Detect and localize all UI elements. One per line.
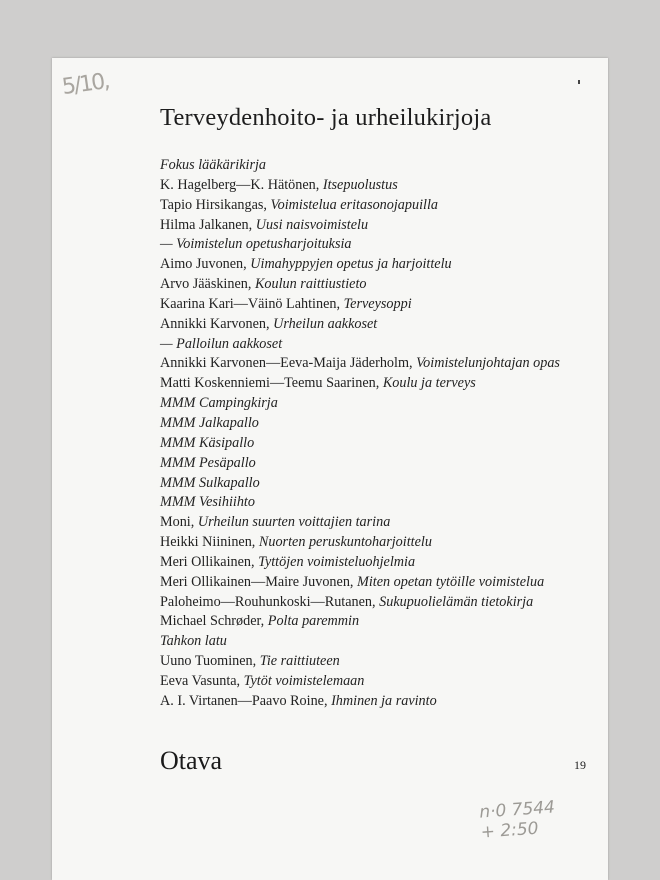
book-title: Koulu ja terveys	[382, 375, 476, 392]
book-entry	[160, 533, 560, 553]
pencil-note-bottom	[479, 797, 557, 842]
page-number: 19	[574, 758, 586, 772]
book-entry	[160, 454, 560, 474]
book-title: Uusi naisvoimistelu	[255, 216, 369, 233]
book-entry	[160, 652, 560, 672]
book-title: MMM Käsipallo	[160, 434, 255, 451]
book-title: Itsepuolustus	[322, 176, 398, 193]
pencil-note-line: n·0 7544	[478, 797, 556, 823]
book-title: MMM Sulkapallo	[160, 474, 260, 491]
book-title: Tytöt voimistelemaan	[243, 672, 365, 689]
book-author: Moni,	[160, 514, 198, 531]
book-title: Tyttöjen voimisteluohjelmia	[258, 553, 416, 570]
book-title: Polta paremmin	[267, 613, 360, 630]
book-author: Tapio Hirsikangas,	[160, 196, 271, 213]
book-author: Annikki Karvonen—Eeva-Maija Jäderholm,	[160, 355, 417, 372]
book-title: Urheilun aakkoset	[273, 315, 378, 332]
book-entry	[160, 275, 560, 295]
book-author: K. Hagelberg—K. Hätönen,	[160, 176, 323, 193]
book-entry	[160, 335, 560, 355]
page-heading: Terveydenhoito- ja urheilukirjoja	[160, 104, 492, 131]
book-entry	[160, 354, 560, 374]
book-back-cover	[52, 58, 608, 880]
book-author: Meri Ollikainen,	[160, 553, 259, 570]
book-title: Voimistelunjohtajan opas	[416, 355, 560, 372]
book-title: Fokus lääkärikirja	[160, 157, 266, 173]
book-entry	[160, 513, 560, 533]
book-title: Voimistelua eritasonojapuilla	[270, 196, 439, 213]
book-entry	[160, 692, 560, 712]
book-entry	[160, 414, 560, 434]
book-title: Tahkon latu	[160, 633, 227, 650]
book-title: Nuorten peruskuntoharjoittelu	[258, 534, 432, 551]
publisher-name: Otava	[160, 746, 223, 775]
book-entry	[160, 672, 560, 692]
book-entry	[160, 474, 560, 494]
book-entry	[160, 255, 560, 275]
book-title: MMM Campingkirja	[160, 395, 278, 412]
book-author: Matti Koskenniemi—Teemu Saarinen,	[160, 375, 383, 392]
book-title: MMM Pesäpallo	[160, 454, 256, 471]
book-entry	[160, 156, 560, 176]
book-author: A. I. Virtanen—Paavo Roine,	[160, 692, 332, 709]
book-entry	[160, 196, 560, 216]
book-entry	[160, 553, 560, 573]
book-entry	[160, 315, 560, 335]
book-title: Tie raittiuteen	[259, 653, 340, 670]
book-author: Heikki Niininen,	[160, 534, 259, 551]
book-list	[160, 156, 560, 712]
book-entry	[160, 235, 560, 255]
book-entry	[160, 434, 560, 454]
book-author: Kaarina Kari—Väinö Lahtinen,	[160, 295, 344, 312]
book-title: MMM Jalkapallo	[160, 414, 259, 431]
pencil-note-line: + 2:50	[480, 818, 540, 843]
book-author: Meri Ollikainen—Maire Juvonen,	[160, 573, 358, 590]
book-title: — Palloilun aakkoset	[160, 335, 283, 352]
book-entry	[160, 612, 560, 632]
book-author: Arvo Jääskinen,	[160, 276, 255, 293]
book-author: Michael Schrøder,	[160, 613, 268, 630]
book-title: Terveysoppi	[343, 295, 412, 312]
pencil-note-top: 5/10,	[60, 68, 110, 101]
book-title: — Voimistelun opetusharjoituksia	[160, 236, 352, 253]
book-author: Hilma Jalkanen,	[160, 216, 256, 233]
book-author: Paloheimo—Rouhunkoski—Rutanen,	[160, 593, 380, 610]
book-entry	[160, 632, 560, 652]
book-title: Ihminen ja ravinto	[331, 692, 437, 709]
book-title: Urheilun suurten voittajien tarina	[197, 514, 391, 531]
book-title: Sukupuolielämän tietokirja	[379, 593, 534, 610]
book-title: Miten opetan tytöille voimistelua	[357, 573, 545, 590]
book-entry	[160, 394, 560, 414]
book-entry	[160, 216, 560, 236]
book-entry	[160, 593, 560, 613]
book-entry	[160, 573, 560, 593]
book-title: Uimahyppyjen opetus ja harjoittelu	[250, 256, 452, 273]
book-author: Aimo Juvonen,	[160, 256, 251, 273]
book-author: Annikki Karvonen,	[160, 315, 274, 332]
ink-mark	[578, 80, 580, 84]
book-entry	[160, 176, 560, 196]
book-entry	[160, 374, 560, 394]
book-author: Uuno Tuominen,	[160, 653, 260, 670]
book-entry	[160, 295, 560, 315]
book-entry	[160, 493, 560, 513]
book-title: Koulun raittiustieto	[254, 276, 367, 293]
book-author: Eeva Vasunta,	[160, 672, 244, 689]
book-title: MMM Vesihiihto	[160, 494, 255, 511]
